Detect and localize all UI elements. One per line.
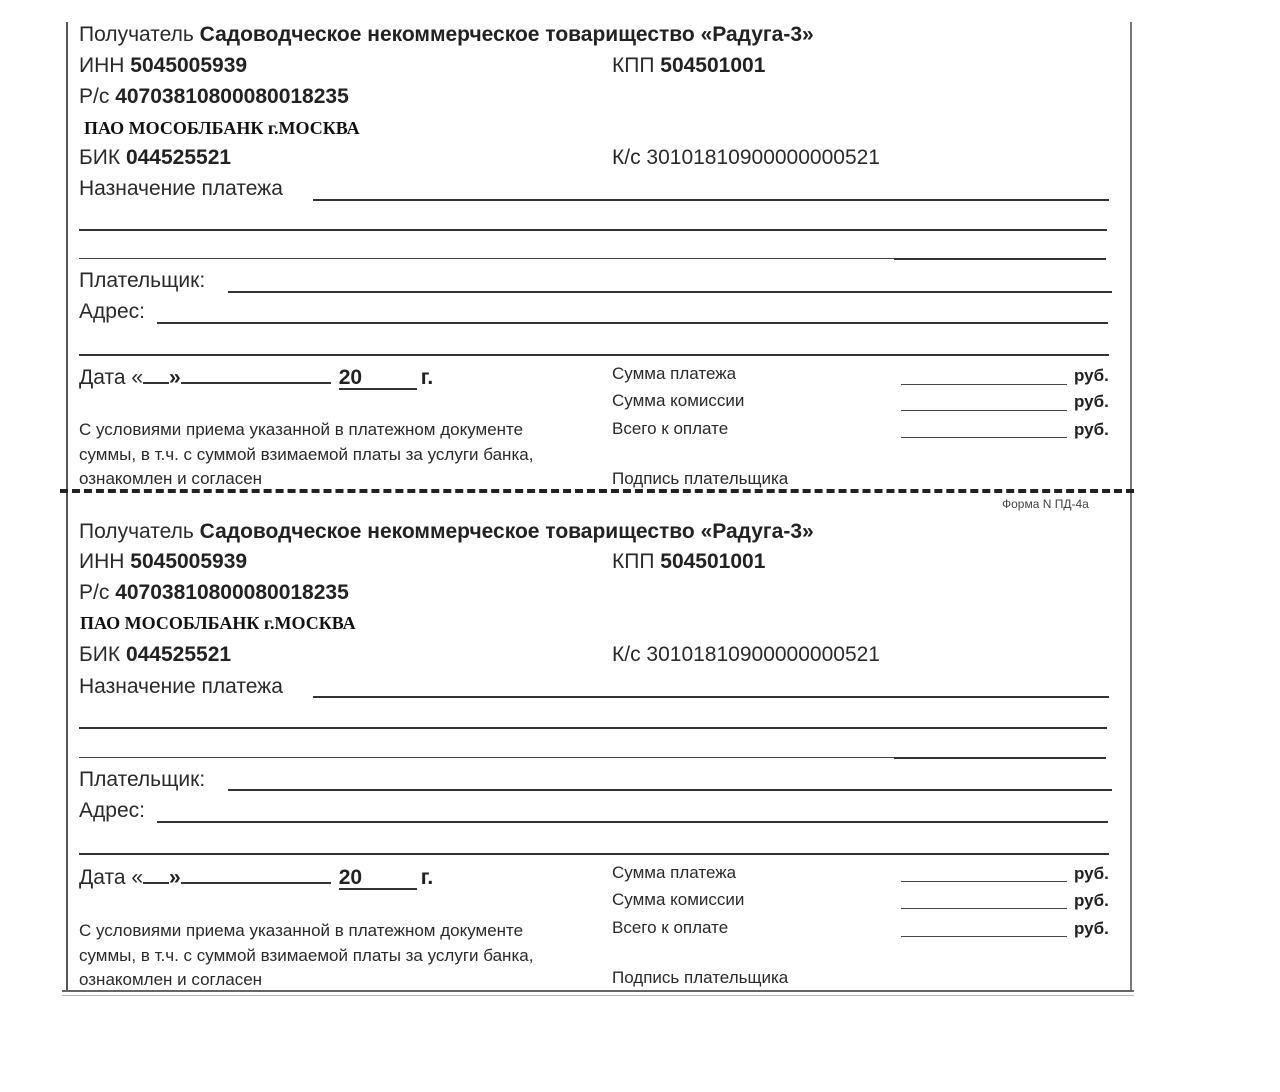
frame-left-border — [66, 22, 68, 992]
recipient-name: Садоводческое некоммерческое товарищество «Радуга-3» — [199, 23, 814, 46]
payer-line — [228, 789, 1112, 791]
date-month-blank — [181, 867, 331, 884]
sum-total-line — [901, 936, 1067, 937]
sum-payment-line — [901, 384, 1067, 385]
purpose-line-2 — [79, 229, 1107, 231]
terms-line-2: суммы, в т.ч. с суммой взимаемой платы за услуги банка, — [79, 946, 534, 965]
frame-bottom-border-inner — [62, 995, 1134, 996]
date-prefix: Дата « — [79, 366, 144, 389]
date-row — [79, 367, 433, 390]
purpose-line-1 — [313, 199, 1109, 201]
address-line — [157, 821, 1108, 823]
sum-payment-label: Сумма платежа — [612, 863, 737, 882]
sum-total-line — [901, 437, 1067, 438]
inn-value: 5045005939 — [130, 54, 248, 77]
purpose-label: Назначение платежа — [79, 177, 283, 200]
account-value: 40703810800080018235 — [115, 581, 349, 604]
inn-row — [79, 55, 247, 76]
recipient-name: Садоводческое некоммерческое товарищество «Радуга-3» — [199, 520, 814, 543]
inn-label: ИНН — [79, 550, 125, 573]
recipient-row — [79, 521, 814, 542]
payer-label: Плательщик: — [79, 269, 206, 292]
sum-fee-currency: руб. — [1074, 891, 1109, 910]
kpp-row — [612, 551, 765, 572]
address-label: Адрес: — [79, 300, 145, 323]
sum-total-currency: руб. — [1074, 420, 1109, 439]
sum-payment-label: Сумма платежа — [612, 364, 737, 383]
account-label: Р/с — [79, 85, 110, 108]
recipient-label: Получатель — [79, 520, 194, 543]
sum-fee-label: Сумма комиссии — [612, 391, 745, 410]
payer-line — [228, 291, 1112, 293]
inn-label: ИНН — [79, 54, 125, 77]
date-day-blank — [143, 367, 169, 384]
terms-line-3: ознакомлен и согласен — [79, 970, 263, 989]
sum-payment-currency: руб. — [1074, 366, 1109, 385]
sum-total-label: Всего к оплате — [612, 419, 729, 438]
recipient-label: Получатель — [79, 23, 194, 46]
cut-line — [60, 489, 1134, 493]
sum-fee-line — [901, 908, 1067, 909]
bik-row — [79, 147, 231, 168]
address-line-2 — [79, 853, 1109, 855]
date-suffix: г. — [420, 366, 434, 389]
terms-line-1: С условиями приема указанной в платежном документе — [79, 420, 524, 439]
form-label: Форма N ПД-4а — [1002, 497, 1089, 511]
date-day-blank — [143, 867, 169, 884]
sum-fee-label: Сумма комиссии — [612, 890, 745, 909]
bank-name: ПАО МОСОБЛБАНК г.МОСКВА — [84, 118, 360, 138]
frame-right-border — [1130, 22, 1132, 992]
kpp-label: КПП — [612, 54, 655, 77]
corr-account: К/с 30101810900000000521 — [612, 643, 880, 666]
purpose-line-3b — [894, 258, 1106, 260]
terms-line-3: ознакомлен и согласен — [79, 469, 263, 488]
bik-label: БИК — [79, 146, 121, 169]
signature-label: Подпись плательщика — [612, 469, 789, 488]
address-line — [157, 322, 1108, 324]
bik-label: БИК — [79, 643, 121, 666]
account-row — [79, 86, 349, 107]
purpose-line-2 — [79, 727, 1107, 729]
account-value: 40703810800080018235 — [115, 85, 349, 108]
date-year: 20 — [339, 867, 417, 890]
date-row — [79, 867, 433, 890]
purpose-line-3b — [894, 757, 1106, 759]
account-label: Р/с — [79, 581, 110, 604]
sum-fee-currency: руб. — [1074, 392, 1109, 411]
recipient-row — [79, 24, 814, 45]
purpose-line-3 — [79, 757, 894, 758]
date-mid: » — [169, 366, 181, 389]
date-month-blank — [181, 367, 331, 384]
kpp-label: КПП — [612, 550, 655, 573]
sum-total-label: Всего к оплате — [612, 918, 729, 937]
kpp-value: 504501001 — [660, 550, 766, 573]
bik-row — [79, 644, 231, 665]
signature-label: Подпись плательщика — [612, 968, 789, 987]
date-suffix: г. — [420, 866, 434, 889]
payer-label: Плательщик: — [79, 768, 206, 791]
address-line-2 — [79, 354, 1109, 356]
bik-value: 044525521 — [125, 146, 232, 169]
sum-fee-line — [901, 410, 1067, 411]
sum-payment-currency: руб. — [1074, 864, 1109, 883]
date-year: 20 — [339, 367, 417, 390]
sum-payment-line — [901, 881, 1067, 882]
kpp-row — [612, 55, 765, 76]
sum-total-currency: руб. — [1074, 919, 1109, 938]
purpose-label: Назначение платежа — [79, 675, 283, 698]
bank-name: ПАО МОСОБЛБАНК г.МОСКВА — [80, 613, 356, 633]
date-mid: » — [169, 866, 181, 889]
inn-value: 5045005939 — [130, 550, 248, 573]
kpp-value: 504501001 — [660, 54, 766, 77]
frame-bottom-border — [62, 990, 1134, 992]
terms-line-2: суммы, в т.ч. с суммой взимаемой платы за услуги банка, — [79, 445, 534, 464]
purpose-line-1 — [313, 696, 1109, 698]
date-prefix: Дата « — [79, 866, 144, 889]
corr-account: К/с 30101810900000000521 — [612, 146, 880, 169]
address-label: Адрес: — [79, 799, 145, 822]
account-row — [79, 582, 349, 603]
inn-row — [79, 551, 247, 572]
terms-line-1: С условиями приема указанной в платежном документе — [79, 921, 524, 940]
bik-value: 044525521 — [125, 643, 232, 666]
purpose-line-3 — [79, 258, 894, 259]
